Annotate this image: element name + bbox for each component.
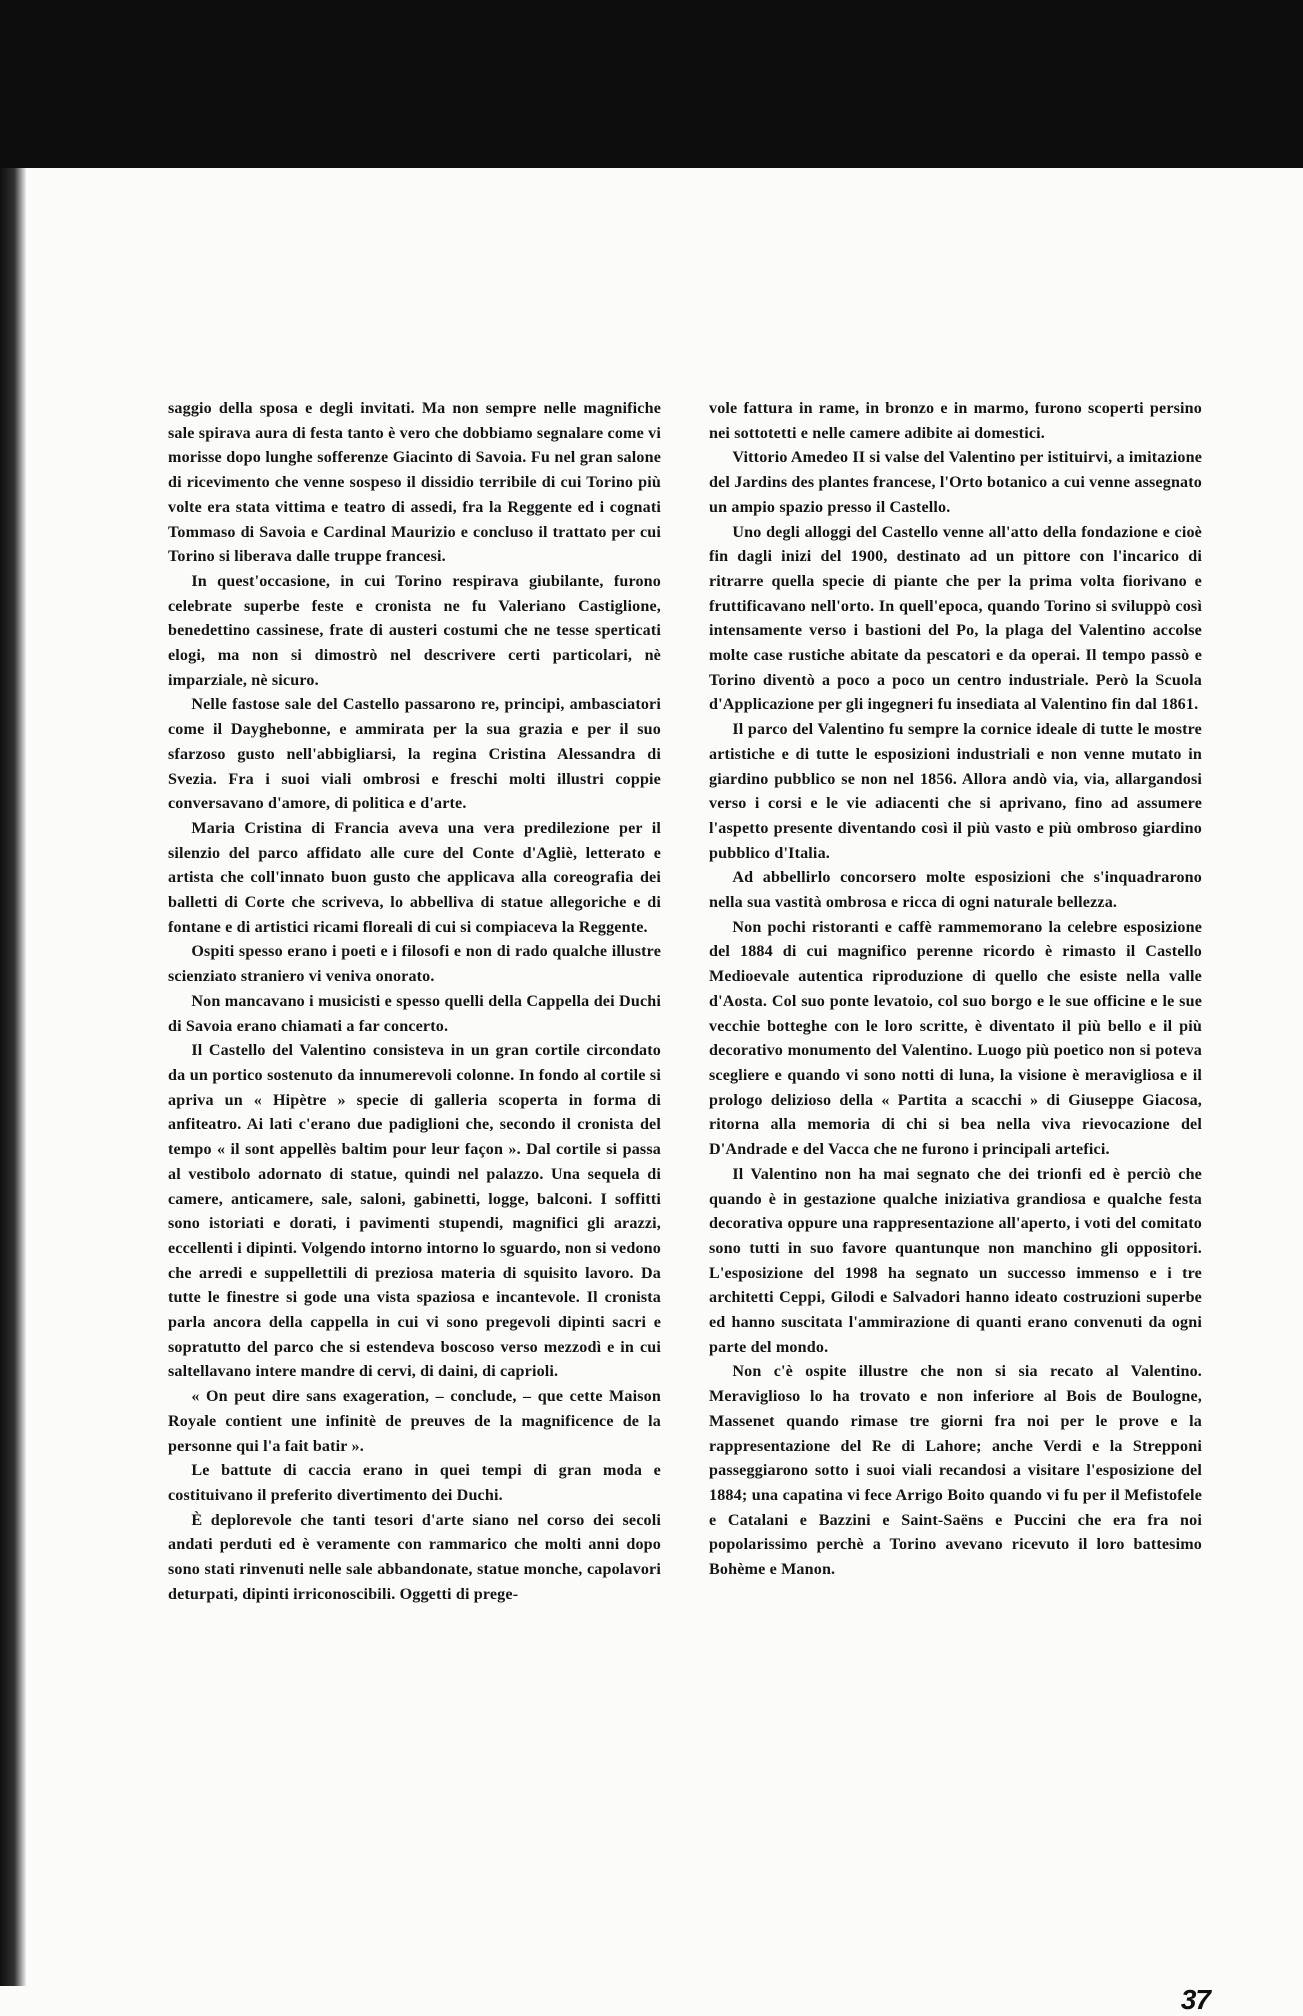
paragraph: Le battute di caccia erano in quei tempi di gran moda e costituivano il preferito divertimento dei Duchi. <box>168 1462 661 1504</box>
right-column <box>709 397 1202 1583</box>
paragraph: Vittorio Amedeo II si valse del Valentino per istituirvi, a imitazione del Jardins des plantes francese, l'Orto botanico a cui venne assegnato un ampio spazio presso il Castello. <box>709 449 1202 516</box>
paragraph: Ad abbellirlo concorsero molte esposizioni che s'inquadrarono nella sua vastità ombrosa e ricca di ogni naturale bellezza. <box>709 869 1202 912</box>
paragraph: saggio della sposa e degli invitati. Ma non sempre nelle magnifiche sale spirava aura di festa tanto è vero che dobbiamo segnalare come vi morisse dopo lunghe sofferenze Giacinto di Savoia. Fu nel gran salone di ricevimento che venne sospeso il dissidio terribile di cui Torino più volte era stata vittima e teatro di assedi, fra la Reggente ed i cognati Tommaso di Savoia e Cardinal Maurizio e concluso il trattato per cui Torino si liberava dalle truppe francesi. <box>168 400 661 566</box>
paragraph: « On peut dire sans exageration, – conclude, – que cette Maison Royale contient une infinitè de preuves de la magnificence de la personne qui l'a fait batir ». <box>168 1388 661 1455</box>
printed-page <box>28 168 1303 2015</box>
paragraph: Il parco del Valentino fu sempre la cornice ideale di tutte le mostre artistiche e di tutte le esposizioni industriali e non venne mutato in giardino pubblico se non nel 1856. Allora andò via, via, allargandosi verso i corsi e le vie adiacenti che si aprivano, fino ad assumere l'aspetto presente diventando così il più vasto e più ombroso giardino pubblico d'Italia. <box>709 721 1202 862</box>
paragraph: Il Valentino non ha mai segnato che dei trionfi ed è perciò che quando è in gestazione qualche iniziativa grandiosa e qualche festa decorativa oppure una rappresentazione all'aperto, i voti del comitato sono tutti in suo favore quantunque non manchino gli oppositori. L'esposizione del 1998 ha segnato un successo immenso e i tre architetti Ceppi, Gilodi e Salvadori hanno ideato costruzioni superbe ed hanno suscitata l'ammirazione di quanti erano convenuti da ogni parte del mondo. <box>709 1165 1202 1356</box>
scan-dark-border <box>0 0 1303 168</box>
paragraph: vole fattura in rame, in bronzo e in marmo, furono scoperti persino nei sottotetti e nelle camere adibite ai domestici. <box>709 400 1202 442</box>
paragraph: Non pochi ristoranti e caffè rammemorano la celebre esposizione del 1884 di cui magnifico perenne ricordo è rimasto il Castello Medioevale autentica riproduzione di quello che esiste nella valle d'Aosta. Col suo ponte levatoio, col suo borgo e le sue officine e le sue vecchie botteghe con le loro scritte, è diventato il più bello e il più decorativo monumento del Valentino. Luogo più poetico non si poteva scegliere e quando vi sono notti di luna, la visione è meravigliosa e il prologo delizioso della « Partita a scacchi » di Giuseppe Giacosa, ritorna alla memoria di chi si bea nella viva rievocazione del D'Andrade e del Vacca che ne furono i principali artefici. <box>709 918 1202 1159</box>
paragraph: Maria Cristina di Francia aveva una vera predilezione per il silenzio del parco affidato alle cure del Conte d'Agliè, letterato e artista che coll'innato buon gusto che applicava alla coreografia dei balletti di Corte che scriveva, lo abbelliva di statue allegoriche e di fontane e di artistici ricami floreali di cui si compiaceva la Reggente. <box>168 819 661 936</box>
paragraph: Il Castello del Valentino consisteva in un gran cortile circondato da un portico sostenuto da innumerevoli colonne. In fondo al cortile si apriva un « Hipètre » specie di galleria scoperta in forma di anfiteatro. Ai lati c'erano due padiglioni che, secondo il cronista del tempo « il sont appellès baltim pour leur façon ». Dal cortile si passa al vestibolo adornato di statue, quindi nel palazzo. Una sequela di camere, anticamere, sale, saloni, gabinetti, logge, balconi. I soffitti sono istoriati e dorati, i pavimenti stupendi, magnifici gli arazzi, eccellenti i dipinti. Volgendo intorno intorno lo sguardo, non si vedono che arredi e suppellettili di preziosa materia di squisito lavoro. Da tutte le finestre si gode una vista spaziosa e incantevole. Il cronista parla ancora della cappella in cui vi sono pregevoli dipinti sacri e sopratutto del parco che si estendeva boscoso verso mezzodì e in cui saltellavano intere mandre di cervi, di daini, di caprioli. <box>168 1042 661 1381</box>
paragraph: In quest'occasione, in cui Torino respirava giubilante, furono celebrate superbe feste e cronista ne fu Valeriano Castiglione, benedettino cassinese, frate di austeri costumi che ne tesse sperticati elogi, ma non si dimostrò nel descrivere certi particolari, nè imparziale, nè sicuro. <box>168 572 661 689</box>
paragraph: È deplorevole che tanti tesori d'arte siano nel corso dei secoli andati perduti ed è veramente con rammarico che molti anni dopo sono stati rinvenuti nelle sale abbandonate, statue monche, capolavori deturpati, dipinti irriconoscibili. Oggetti di prege- <box>168 1511 661 1603</box>
paragraph: Nelle fastose sale del Castello passarono re, principi, ambasciatori come il Dayghebonne, e ammirata per la sua grazia e per il suo sfarzoso gusto nell'abbigliarsi, la regina Cristina Alessandra di Svezia. Fra i suoi viali ombrosi e freschi molti illustri coppie conversavano d'amore, di politica e d'arte. <box>168 696 661 813</box>
page-edge-shadow <box>0 168 26 1986</box>
left-column <box>168 397 661 1607</box>
paragraph: Non mancavano i musicisti e spesso quelli della Cappella dei Duchi di Savoia erano chiamati a far concerto. <box>168 992 661 1035</box>
paragraph: Non c'è ospite illustre che non si sia recato al Valentino. Meraviglioso lo ha trovato e non inferiore al Bois de Boulogne, Massenet quando rimase tre giorni fra noi per le prove e la rappresentazione del Re di Lahore; anche Verdi e la Strepponi passeggiarono sotto i suoi viali recandosi a visitare l'esposizione del 1884; una capatina vi fece Arrigo Boito quando vi fu per il Mefistofele e Catalani e Bazzini e Saint-Saëns e Puccini che era fra noi popolarissimo perchè a Torino avevano ricevuto il loro battesimo Bohème e Manon. <box>709 1363 1202 1579</box>
paragraph: Ospiti spesso erano i poeti e i filosofi e non di rado qualche illustre scienziato straniero vi veniva onorato. <box>168 943 661 986</box>
page-number: 37 <box>1180 1984 1210 2015</box>
paragraph: Uno degli alloggi del Castello venne all'atto della fondazione e cioè fin dagli inizi del 1900, destinato ad un pittore con l'incarico di ritrarre quella specie di piante che per la prima volta fiorivano e fruttificavano nell'orto. In quell'epoca, quando Torino si sviluppò così intensamente verso i bastioni del Po, la plaga del Valentino accolse molte case rustiche abitate da pescatori e da operai. Il tempo passò e Torino diventò a poco a poco un centro industriale. Però la Scuola d'Applicazione per gli ingegneri fu insediata al Valentino fin dal 1861. <box>709 523 1202 714</box>
